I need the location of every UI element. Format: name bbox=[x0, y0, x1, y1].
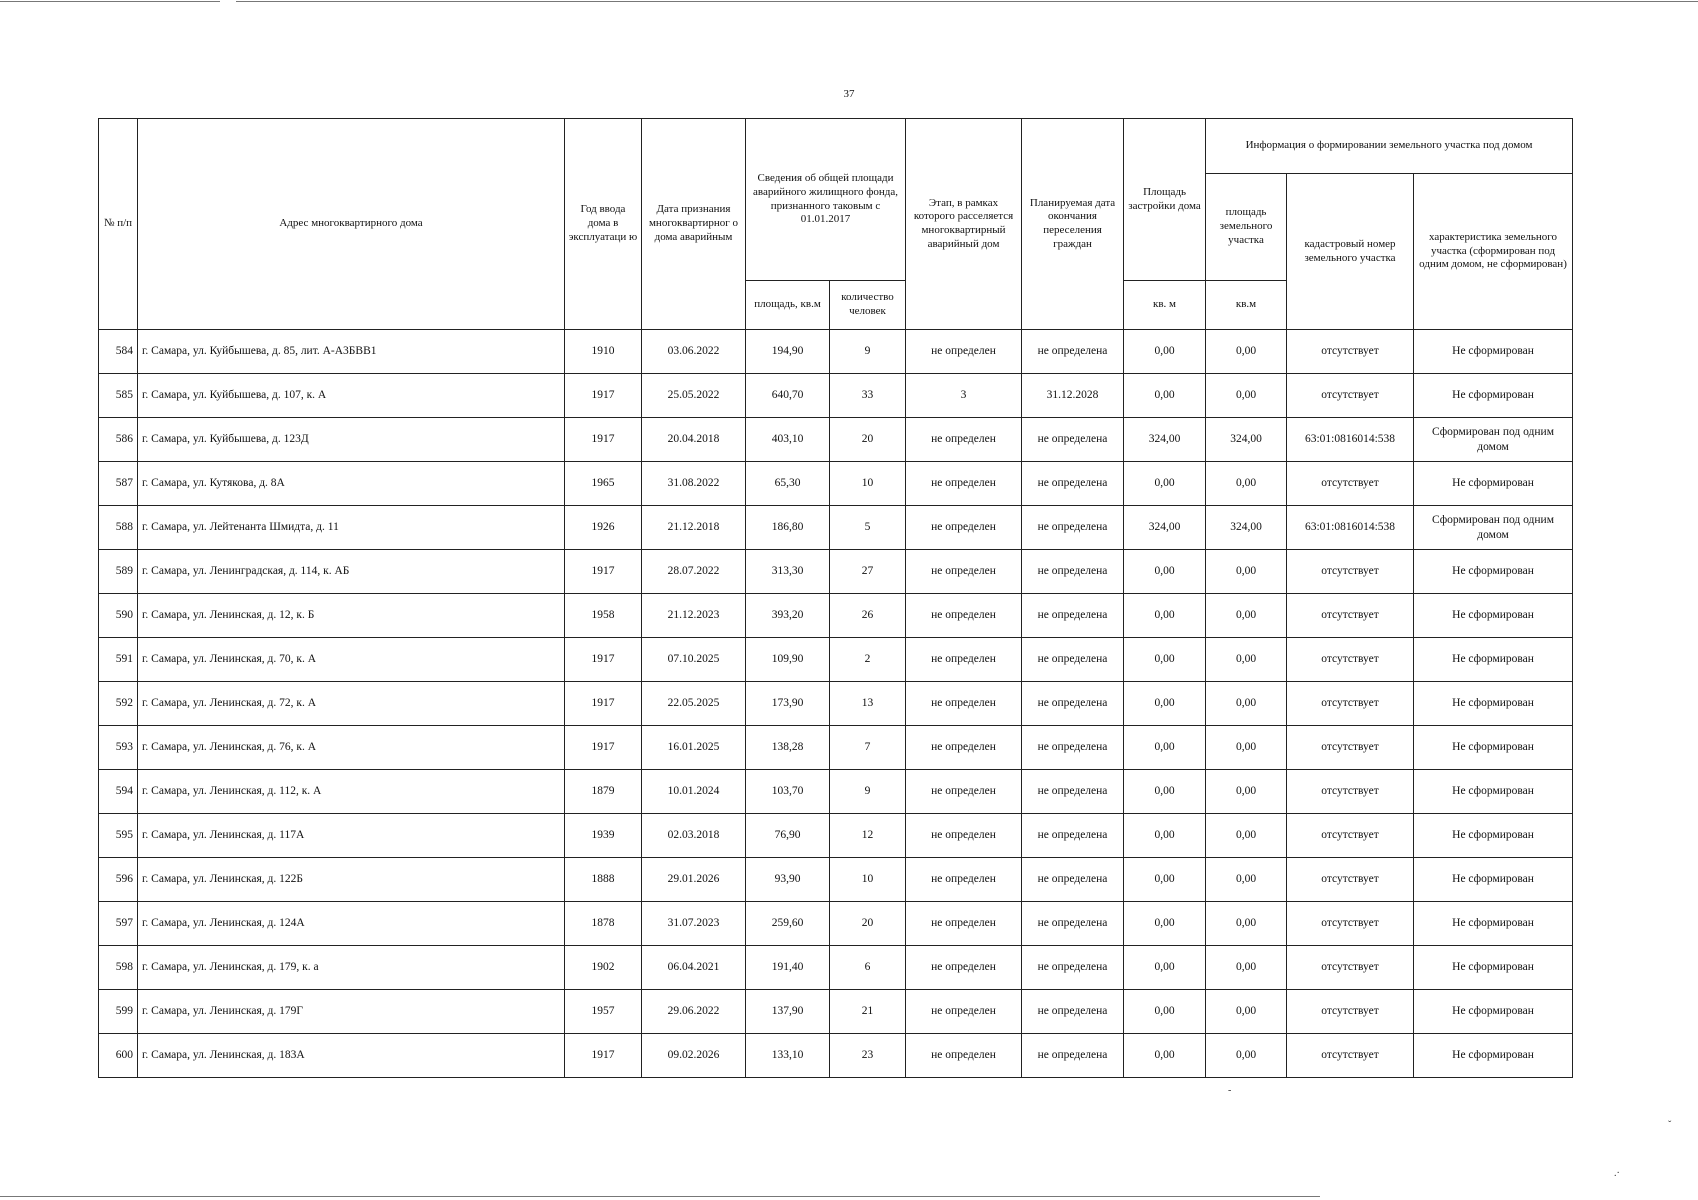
row-number: 592 bbox=[99, 682, 138, 726]
row-land-char: Не сформирован bbox=[1414, 638, 1573, 682]
row-year: 1910 bbox=[565, 330, 642, 374]
scan-top-line bbox=[236, 1, 1698, 2]
row-year: 1958 bbox=[565, 594, 642, 638]
row-planned-date: не определена bbox=[1022, 550, 1124, 594]
header-year: Год ввода дома в эксплуатаци ю bbox=[565, 119, 642, 330]
row-number: 599 bbox=[99, 990, 138, 1034]
row-people: 23 bbox=[830, 1034, 906, 1078]
table-row bbox=[99, 638, 1573, 682]
row-land-area: 0,00 bbox=[1206, 462, 1287, 506]
row-planned-date: не определена bbox=[1022, 1034, 1124, 1078]
header-address: Адрес многоквартирного дома bbox=[138, 119, 565, 330]
row-cadastral: отсутствует bbox=[1287, 902, 1414, 946]
header-area-group: Сведения об общей площади аварийного жилищного фонда, признанного таковым с 01.01.2017 bbox=[746, 119, 906, 281]
row-number: 584 bbox=[99, 330, 138, 374]
row-date-recognized: 29.01.2026 bbox=[642, 858, 746, 902]
row-stage: 3 bbox=[906, 374, 1022, 418]
row-date-recognized: 22.05.2025 bbox=[642, 682, 746, 726]
row-cadastral: отсутствует bbox=[1287, 1034, 1414, 1078]
row-number: 589 bbox=[99, 550, 138, 594]
row-year: 1957 bbox=[565, 990, 642, 1034]
header-land-group: Информация о формировании земельного участка под домом bbox=[1206, 119, 1573, 174]
row-built-area: 0,00 bbox=[1124, 638, 1206, 682]
header-unit-land: кв.м bbox=[1206, 281, 1287, 330]
row-cadastral: отсутствует bbox=[1287, 462, 1414, 506]
table-row bbox=[99, 902, 1573, 946]
row-land-char: Не сформирован bbox=[1414, 814, 1573, 858]
row-date-recognized: 28.07.2022 bbox=[642, 550, 746, 594]
row-people: 21 bbox=[830, 990, 906, 1034]
row-land-area: 324,00 bbox=[1206, 418, 1287, 462]
emergency-housing-table bbox=[98, 118, 1573, 1078]
row-date-recognized: 31.08.2022 bbox=[642, 462, 746, 506]
row-stage: не определен bbox=[906, 330, 1022, 374]
row-number: 600 bbox=[99, 1034, 138, 1078]
row-stage: не определен bbox=[906, 770, 1022, 814]
table-row bbox=[99, 462, 1573, 506]
row-number: 597 bbox=[99, 902, 138, 946]
row-land-area: 0,00 bbox=[1206, 374, 1287, 418]
row-cadastral: отсутствует bbox=[1287, 594, 1414, 638]
table-row bbox=[99, 770, 1573, 814]
row-date-recognized: 10.01.2024 bbox=[642, 770, 746, 814]
row-people: 9 bbox=[830, 330, 906, 374]
row-area: 173,90 bbox=[746, 682, 830, 726]
row-date-recognized: 02.03.2018 bbox=[642, 814, 746, 858]
row-year: 1917 bbox=[565, 1034, 642, 1078]
row-year: 1965 bbox=[565, 462, 642, 506]
row-year: 1926 bbox=[565, 506, 642, 550]
row-number: 598 bbox=[99, 946, 138, 990]
row-area: 403,10 bbox=[746, 418, 830, 462]
row-planned-date: не определена bbox=[1022, 594, 1124, 638]
row-year: 1878 bbox=[565, 902, 642, 946]
row-people: 20 bbox=[830, 902, 906, 946]
row-land-char: Не сформирован bbox=[1414, 770, 1573, 814]
row-people: 9 bbox=[830, 770, 906, 814]
table-row bbox=[99, 682, 1573, 726]
row-planned-date: не определена bbox=[1022, 726, 1124, 770]
row-date-recognized: 03.06.2022 bbox=[642, 330, 746, 374]
row-stage: не определен bbox=[906, 418, 1022, 462]
row-land-area: 0,00 bbox=[1206, 682, 1287, 726]
row-address: г. Самара, ул. Ленинградская, д. 114, к. АБ bbox=[138, 550, 565, 594]
row-stage: не определен bbox=[906, 638, 1022, 682]
row-number: 591 bbox=[99, 638, 138, 682]
row-area: 93,90 bbox=[746, 858, 830, 902]
row-area: 109,90 bbox=[746, 638, 830, 682]
row-year: 1917 bbox=[565, 374, 642, 418]
table-row bbox=[99, 594, 1573, 638]
row-built-area: 0,00 bbox=[1124, 374, 1206, 418]
row-date-recognized: 29.06.2022 bbox=[642, 990, 746, 1034]
table-row bbox=[99, 506, 1573, 550]
table-row bbox=[99, 726, 1573, 770]
row-land-area: 0,00 bbox=[1206, 550, 1287, 594]
row-built-area: 0,00 bbox=[1124, 990, 1206, 1034]
row-address: г. Самара, ул. Куйбышева, д. 107, к. А bbox=[138, 374, 565, 418]
scan-speck: .· bbox=[1614, 1168, 1620, 1179]
row-number: 590 bbox=[99, 594, 138, 638]
row-land-char: Не сформирован bbox=[1414, 946, 1573, 990]
row-planned-date: не определена bbox=[1022, 814, 1124, 858]
row-address: г. Самара, ул. Ленинская, д. 179Г bbox=[138, 990, 565, 1034]
row-cadastral: отсутствует bbox=[1287, 990, 1414, 1034]
row-number: 588 bbox=[99, 506, 138, 550]
scan-top-line bbox=[0, 1, 220, 2]
row-number: 596 bbox=[99, 858, 138, 902]
row-land-char: Сформирован под одним домом bbox=[1414, 418, 1573, 462]
row-date-recognized: 06.04.2021 bbox=[642, 946, 746, 990]
row-address: г. Самара, ул. Ленинская, д. 124А bbox=[138, 902, 565, 946]
row-planned-date: не определена bbox=[1022, 770, 1124, 814]
row-date-recognized: 20.04.2018 bbox=[642, 418, 746, 462]
row-cadastral: отсутствует bbox=[1287, 946, 1414, 990]
row-area: 133,10 bbox=[746, 1034, 830, 1078]
row-area: 393,20 bbox=[746, 594, 830, 638]
row-planned-date: не определена bbox=[1022, 902, 1124, 946]
row-built-area: 0,00 bbox=[1124, 550, 1206, 594]
row-people: 26 bbox=[830, 594, 906, 638]
row-date-recognized: 31.07.2023 bbox=[642, 902, 746, 946]
row-land-area: 324,00 bbox=[1206, 506, 1287, 550]
row-built-area: 0,00 bbox=[1124, 462, 1206, 506]
row-address: г. Самара, ул. Ленинская, д. 122Б bbox=[138, 858, 565, 902]
row-address: г. Самара, ул. Лейтенанта Шмидта, д. 11 bbox=[138, 506, 565, 550]
header-land-area: площадь земельного участка bbox=[1206, 174, 1287, 281]
row-date-recognized: 07.10.2025 bbox=[642, 638, 746, 682]
row-stage: не определен bbox=[906, 726, 1022, 770]
row-planned-date: не определена bbox=[1022, 858, 1124, 902]
row-land-area: 0,00 bbox=[1206, 814, 1287, 858]
header-unit-built: кв. м bbox=[1124, 281, 1206, 330]
row-land-char: Не сформирован bbox=[1414, 990, 1573, 1034]
header-built-area: Площадь застройки дома bbox=[1124, 119, 1206, 281]
row-area: 186,80 bbox=[746, 506, 830, 550]
table-row bbox=[99, 946, 1573, 990]
row-land-area: 0,00 bbox=[1206, 946, 1287, 990]
header-people: количество человек bbox=[830, 281, 906, 330]
table-row bbox=[99, 550, 1573, 594]
row-built-area: 0,00 bbox=[1124, 594, 1206, 638]
row-number: 593 bbox=[99, 726, 138, 770]
row-people: 33 bbox=[830, 374, 906, 418]
row-planned-date: не определена bbox=[1022, 638, 1124, 682]
row-year: 1939 bbox=[565, 814, 642, 858]
row-date-recognized: 21.12.2023 bbox=[642, 594, 746, 638]
row-stage: не определен bbox=[906, 1034, 1022, 1078]
row-address: г. Самара, ул. Ленинская, д. 179, к. а bbox=[138, 946, 565, 990]
row-people: 7 bbox=[830, 726, 906, 770]
row-people: 12 bbox=[830, 814, 906, 858]
row-date-recognized: 25.05.2022 bbox=[642, 374, 746, 418]
row-cadastral: отсутствует bbox=[1287, 682, 1414, 726]
row-people: 10 bbox=[830, 462, 906, 506]
row-land-area: 0,00 bbox=[1206, 594, 1287, 638]
row-land-char: Не сформирован bbox=[1414, 462, 1573, 506]
row-land-char: Не сформирован bbox=[1414, 1034, 1573, 1078]
row-land-area: 0,00 bbox=[1206, 330, 1287, 374]
row-year: 1902 bbox=[565, 946, 642, 990]
row-area: 103,70 bbox=[746, 770, 830, 814]
row-stage: не определен bbox=[906, 858, 1022, 902]
row-stage: не определен bbox=[906, 550, 1022, 594]
row-cadastral: отсутствует bbox=[1287, 330, 1414, 374]
table-row bbox=[99, 814, 1573, 858]
row-stage: не определен bbox=[906, 814, 1022, 858]
row-cadastral: отсутствует bbox=[1287, 638, 1414, 682]
row-year: 1917 bbox=[565, 550, 642, 594]
row-area: 76,90 bbox=[746, 814, 830, 858]
row-built-area: 0,00 bbox=[1124, 858, 1206, 902]
table-body bbox=[99, 330, 1573, 1078]
row-built-area: 0,00 bbox=[1124, 330, 1206, 374]
row-cadastral: отсутствует bbox=[1287, 858, 1414, 902]
row-land-char: Сформирован под одним домом bbox=[1414, 506, 1573, 550]
row-built-area: 0,00 bbox=[1124, 946, 1206, 990]
row-planned-date: 31.12.2028 bbox=[1022, 374, 1124, 418]
row-address: г. Самара, ул. Ленинская, д. 117А bbox=[138, 814, 565, 858]
table-row bbox=[99, 1034, 1573, 1078]
row-cadastral: отсутствует bbox=[1287, 550, 1414, 594]
table-row bbox=[99, 330, 1573, 374]
row-stage: не определен bbox=[906, 990, 1022, 1034]
row-year: 1888 bbox=[565, 858, 642, 902]
row-built-area: 0,00 bbox=[1124, 814, 1206, 858]
row-people: 2 bbox=[830, 638, 906, 682]
header-land-char: характеристика земельного участка (сформирован под одним домом, не сформирован) bbox=[1414, 174, 1573, 330]
header-cadastral: кадастровый номер земельного участка bbox=[1287, 174, 1414, 330]
row-land-area: 0,00 bbox=[1206, 990, 1287, 1034]
row-number: 595 bbox=[99, 814, 138, 858]
row-date-recognized: 21.12.2018 bbox=[642, 506, 746, 550]
row-address: г. Самара, ул. Ленинская, д. 72, к. А bbox=[138, 682, 565, 726]
row-planned-date: не определена bbox=[1022, 418, 1124, 462]
scan-speck: ˇ bbox=[1668, 1120, 1672, 1131]
row-land-char: Не сформирован bbox=[1414, 594, 1573, 638]
row-planned-date: не определена bbox=[1022, 990, 1124, 1034]
row-area: 313,30 bbox=[746, 550, 830, 594]
row-cadastral: 63:01:0816014:538 bbox=[1287, 506, 1414, 550]
row-stage: не определен bbox=[906, 506, 1022, 550]
row-year: 1917 bbox=[565, 682, 642, 726]
row-land-area: 0,00 bbox=[1206, 638, 1287, 682]
row-address: г. Самара, ул. Ленинская, д. 183А bbox=[138, 1034, 565, 1078]
row-address: г. Самара, ул. Кутякова, д. 8А bbox=[138, 462, 565, 506]
row-area: 194,90 bbox=[746, 330, 830, 374]
row-year: 1917 bbox=[565, 726, 642, 770]
row-area: 138,28 bbox=[746, 726, 830, 770]
row-cadastral: отсутствует bbox=[1287, 770, 1414, 814]
row-cadastral: отсутствует bbox=[1287, 726, 1414, 770]
row-built-area: 324,00 bbox=[1124, 418, 1206, 462]
row-land-area: 0,00 bbox=[1206, 902, 1287, 946]
header-date-recognized: Дата признания многоквартирног о дома аварийным bbox=[642, 119, 746, 330]
row-date-recognized: 09.02.2026 bbox=[642, 1034, 746, 1078]
row-land-area: 0,00 bbox=[1206, 770, 1287, 814]
row-land-area: 0,00 bbox=[1206, 858, 1287, 902]
row-address: г. Самара, ул. Ленинская, д. 70, к. А bbox=[138, 638, 565, 682]
row-area: 65,30 bbox=[746, 462, 830, 506]
row-built-area: 0,00 bbox=[1124, 902, 1206, 946]
row-year: 1917 bbox=[565, 638, 642, 682]
table-row bbox=[99, 374, 1573, 418]
row-stage: не определен bbox=[906, 682, 1022, 726]
header-num: № п/п bbox=[99, 119, 138, 330]
row-built-area: 0,00 bbox=[1124, 1034, 1206, 1078]
row-planned-date: не определена bbox=[1022, 462, 1124, 506]
row-year: 1879 bbox=[565, 770, 642, 814]
row-date-recognized: 16.01.2025 bbox=[642, 726, 746, 770]
row-stage: не определен bbox=[906, 462, 1022, 506]
row-people: 20 bbox=[830, 418, 906, 462]
row-built-area: 0,00 bbox=[1124, 770, 1206, 814]
row-people: 27 bbox=[830, 550, 906, 594]
row-planned-date: не определена bbox=[1022, 946, 1124, 990]
row-area: 137,90 bbox=[746, 990, 830, 1034]
page-number: 37 bbox=[843, 88, 855, 100]
table-row bbox=[99, 858, 1573, 902]
row-area: 640,70 bbox=[746, 374, 830, 418]
row-stage: не определен bbox=[906, 946, 1022, 990]
row-built-area: 324,00 bbox=[1124, 506, 1206, 550]
row-built-area: 0,00 bbox=[1124, 682, 1206, 726]
row-number: 586 bbox=[99, 418, 138, 462]
row-land-char: Не сформирован bbox=[1414, 858, 1573, 902]
row-land-char: Не сформирован bbox=[1414, 726, 1573, 770]
row-address: г. Самара, ул. Ленинская, д. 76, к. А bbox=[138, 726, 565, 770]
scan-speck: - bbox=[1228, 1085, 1232, 1096]
header-planned-date: Планируемая дата окончания переселения граждан bbox=[1022, 119, 1124, 330]
row-cadastral: 63:01:0816014:538 bbox=[1287, 418, 1414, 462]
scan-bottom-line bbox=[0, 1196, 1320, 1197]
row-area: 191,40 bbox=[746, 946, 830, 990]
row-people: 5 bbox=[830, 506, 906, 550]
row-number: 585 bbox=[99, 374, 138, 418]
header-stage: Этап, в рамках которого расселяется многоквартирный аварийный дом bbox=[906, 119, 1022, 330]
row-planned-date: не определена bbox=[1022, 682, 1124, 726]
row-cadastral: отсутствует bbox=[1287, 374, 1414, 418]
row-cadastral: отсутствует bbox=[1287, 814, 1414, 858]
row-people: 10 bbox=[830, 858, 906, 902]
row-built-area: 0,00 bbox=[1124, 726, 1206, 770]
row-year: 1917 bbox=[565, 418, 642, 462]
row-number: 587 bbox=[99, 462, 138, 506]
row-address: г. Самара, ул. Куйбышева, д. 85, лит. А-А3БВВ1 bbox=[138, 330, 565, 374]
row-land-char: Не сформирован bbox=[1414, 374, 1573, 418]
row-land-char: Не сформирован bbox=[1414, 550, 1573, 594]
row-land-char: Не сформирован bbox=[1414, 902, 1573, 946]
row-land-char: Не сформирован bbox=[1414, 330, 1573, 374]
row-stage: не определен bbox=[906, 594, 1022, 638]
row-planned-date: не определена bbox=[1022, 506, 1124, 550]
row-people: 6 bbox=[830, 946, 906, 990]
row-stage: не определен bbox=[906, 902, 1022, 946]
row-address: г. Самара, ул. Куйбышева, д. 123Д bbox=[138, 418, 565, 462]
row-address: г. Самара, ул. Ленинская, д. 112, к. А bbox=[138, 770, 565, 814]
row-land-area: 0,00 bbox=[1206, 726, 1287, 770]
table-row bbox=[99, 418, 1573, 462]
row-address: г. Самара, ул. Ленинская, д. 12, к. Б bbox=[138, 594, 565, 638]
row-planned-date: не определена bbox=[1022, 330, 1124, 374]
table-row bbox=[99, 990, 1573, 1034]
row-land-area: 0,00 bbox=[1206, 1034, 1287, 1078]
row-land-char: Не сформирован bbox=[1414, 682, 1573, 726]
row-people: 13 bbox=[830, 682, 906, 726]
row-number: 594 bbox=[99, 770, 138, 814]
row-area: 259,60 bbox=[746, 902, 830, 946]
header-area: площадь, кв.м bbox=[746, 281, 830, 330]
